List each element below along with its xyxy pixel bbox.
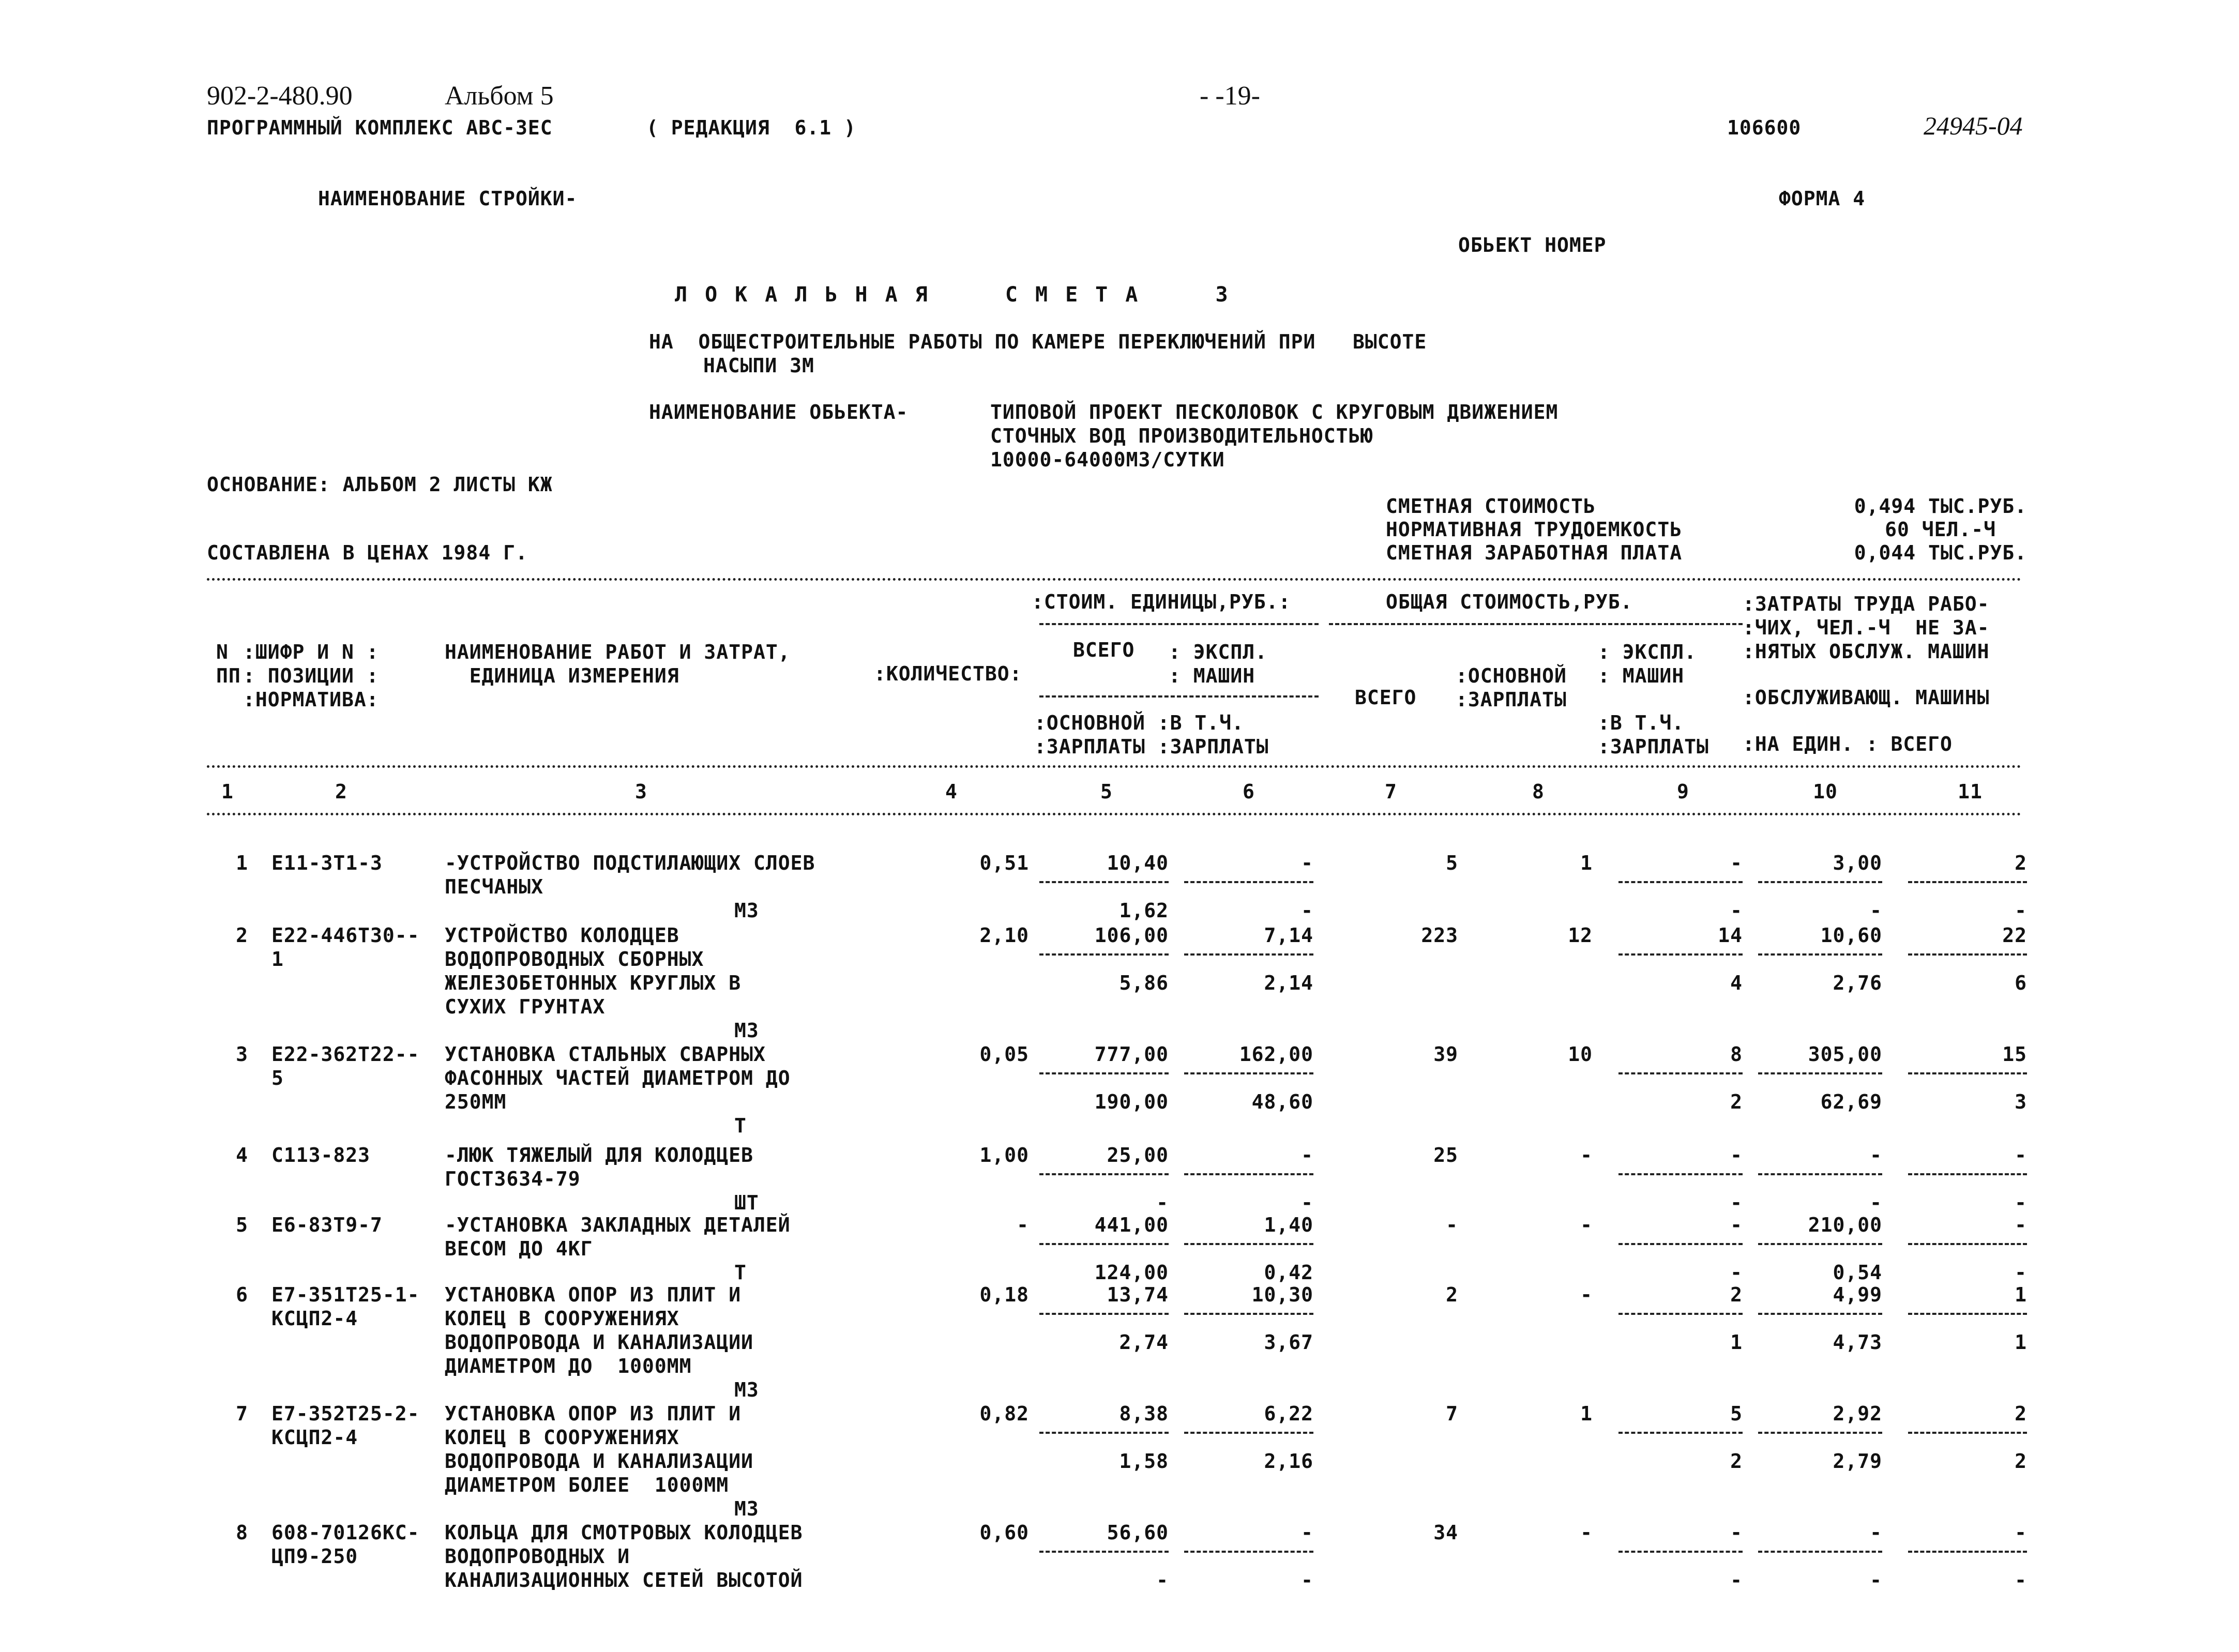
row-unit: Т xyxy=(734,1114,747,1137)
row-labor-unit: 2,92 xyxy=(1833,1402,1882,1425)
labor-value: 60 ЧЕЛ.-Ч xyxy=(1885,518,1996,541)
row-labor-total: 22 xyxy=(2002,924,2027,947)
row-number: 5 xyxy=(236,1214,248,1236)
row-labor-service-unit: - xyxy=(1870,899,1882,922)
cell-divider xyxy=(1039,1072,1169,1074)
row-work-name: КОЛЬЦА ДЛЯ СМОТРОВЫХ КОЛОДЦЕВ xyxy=(445,1521,803,1544)
row-total-machines: - xyxy=(1730,1214,1743,1236)
row-quantity: 0,05 xyxy=(979,1043,1029,1066)
row-unit-machine-wages: 0,42 xyxy=(1264,1261,1313,1284)
row-unit: М3 xyxy=(734,1378,759,1401)
row-code: С113-823 xyxy=(271,1144,371,1166)
row-total-wages: - xyxy=(1580,1283,1593,1306)
row-unit-wages: 5,86 xyxy=(1119,972,1169,994)
program-name: ПРОГРАММНЫЙ КОМПЛЕКС АВС-3ЕС xyxy=(207,116,553,139)
header-unit-cost: :СТОИМ. ЕДИНИЦЫ,РУБ.: xyxy=(1032,590,1291,613)
row-labor-service-unit: - xyxy=(1870,1191,1882,1214)
row-labor-unit: 3,00 xyxy=(1833,852,1882,874)
cell-divider xyxy=(1618,953,1743,956)
row-unit-machine-wages: - xyxy=(1301,1191,1313,1214)
header-bottom-rule xyxy=(207,765,2022,768)
row-unit-wages: 124,00 xyxy=(1094,1261,1169,1284)
row-total: 34 xyxy=(1433,1521,1458,1544)
header-unit-machines: : ЭКСПЛ. : МАШИН xyxy=(1169,641,1268,687)
header-total-cost: ОБЩАЯ СТОИМОСТЬ,РУБ. xyxy=(1386,590,1633,613)
row-labor-service-unit: 62,69 xyxy=(1820,1090,1882,1113)
row-work-name: 250ММ xyxy=(445,1090,507,1113)
cell-divider xyxy=(1908,1072,2027,1074)
row-unit-total: 441,00 xyxy=(1094,1214,1169,1236)
cell-divider xyxy=(1908,1432,2027,1434)
row-labor-service-total: - xyxy=(2015,899,2027,922)
row-number: 7 xyxy=(236,1402,248,1425)
row-unit: Т xyxy=(734,1261,747,1284)
row-work-name: ПЕСЧАНЫХ xyxy=(445,875,544,898)
row-unit-total: 25,00 xyxy=(1107,1144,1169,1166)
row-unit-wages: 1,58 xyxy=(1119,1450,1169,1473)
column-number: 5 xyxy=(1100,780,1113,803)
row-number: 8 xyxy=(236,1521,248,1544)
row-work-name: ДИАМЕТРОМ ДО 1000ММ xyxy=(445,1355,692,1377)
row-labor-unit: 4,99 xyxy=(1833,1283,1882,1306)
row-unit-machines: 6,22 xyxy=(1264,1402,1313,1425)
row-total: 2 xyxy=(1446,1283,1458,1306)
row-labor-service-total: 6 xyxy=(2015,972,2027,994)
row-total-machines: 8 xyxy=(1730,1043,1743,1066)
form-number: ФОРМА 4 xyxy=(1779,187,1866,210)
row-work-name: ГОСТ3634-79 xyxy=(445,1168,581,1190)
object-label: НАИМЕНОВАНИЕ ОБЬЕКТА- xyxy=(649,401,909,423)
row-total-machine-wages: - xyxy=(1730,1191,1743,1214)
row-total: 223 xyxy=(1421,924,1458,947)
cell-divider xyxy=(1039,881,1169,883)
row-total: 25 xyxy=(1433,1144,1458,1166)
row-labor-service-total: - xyxy=(2015,1569,2027,1592)
column-numbers-rule xyxy=(207,813,2022,815)
row-work-name: ВОДОПРОВОДА И КАНАЛИЗАЦИИ xyxy=(445,1450,753,1473)
row-unit: ШТ xyxy=(734,1191,759,1214)
wage-label: СМЕТНАЯ ЗАРАБОТНАЯ ПЛАТА xyxy=(1386,541,1683,564)
cell-divider xyxy=(1184,953,1313,956)
row-number: 2 xyxy=(236,924,248,947)
row-labor-service-total: - xyxy=(2015,1191,2027,1214)
column-number: 2 xyxy=(335,780,347,803)
row-work-name: -УСТАНОВКА ЗАКЛАДНЫХ ДЕТАЛЕЙ xyxy=(445,1214,791,1236)
row-unit-machine-wages: 2,16 xyxy=(1264,1450,1313,1473)
header-n: N ПП xyxy=(216,641,241,687)
row-unit-wages: 190,00 xyxy=(1094,1090,1169,1113)
row-labor-total: 15 xyxy=(2002,1043,2027,1066)
basis: ОСНОВАНИЕ: АЛЬБОМ 2 ЛИСТЫ КЖ xyxy=(207,473,553,496)
row-total-wages: - xyxy=(1580,1214,1593,1236)
cost-value: 0,494 ТЫС.РУБ. xyxy=(1854,495,2027,518)
row-code: Е6-83Т9-7 xyxy=(271,1214,383,1236)
row-labor-unit: 10,60 xyxy=(1820,924,1882,947)
row-work-name: ВОДОПРОВОДНЫХ СБОРНЫХ xyxy=(445,948,704,971)
row-labor-total: - xyxy=(2015,1144,2027,1166)
cell-divider xyxy=(1184,881,1313,883)
row-unit-wages: - xyxy=(1156,1191,1169,1214)
row-code-extra: ЦП9-250 xyxy=(271,1545,358,1568)
labor-label: НОРМАТИВНАЯ ТРУДОЕМКОСТЬ xyxy=(1386,518,1683,541)
cell-divider xyxy=(1184,1432,1313,1434)
object-name-line1: ТИПОВОЙ ПРОЕКТ ПЕСКОЛОВОК С КРУГОВЫМ ДВИЖЕНИЕМ xyxy=(990,401,1559,423)
cell-divider xyxy=(1758,1313,1882,1315)
work-description-line1: НА ОБЩЕСТРОИТЕЛЬНЫЕ РАБОТЫ ПО КАМЕРЕ ПЕРЕКЛЮЧЕНИЙ ПРИ ВЫСОТЕ xyxy=(649,330,1427,353)
row-unit-total: 106,00 xyxy=(1094,924,1169,947)
row-unit-total: 10,40 xyxy=(1107,852,1169,874)
row-code-extra: 5 xyxy=(271,1067,284,1089)
row-labor-total: 1 xyxy=(2015,1283,2027,1306)
row-number: 3 xyxy=(236,1043,248,1066)
row-labor-unit: 305,00 xyxy=(1808,1043,1882,1066)
row-total-wages: 1 xyxy=(1580,1402,1593,1425)
row-labor-total: 2 xyxy=(2015,852,2027,874)
row-code: Е7-351Т25-1- xyxy=(271,1283,420,1306)
row-unit-machines: 1,40 xyxy=(1264,1214,1313,1236)
row-total-machines: 14 xyxy=(1718,924,1743,947)
cell-divider xyxy=(1758,1551,1882,1553)
row-code-extra: КСЦП2-4 xyxy=(271,1307,358,1330)
cell-divider xyxy=(1184,1173,1313,1175)
cell-divider xyxy=(1618,881,1743,883)
row-total-wages: 12 xyxy=(1568,924,1593,947)
cell-divider xyxy=(1618,1243,1743,1245)
column-number: 1 xyxy=(221,780,234,803)
row-work-name: ЖЕЛЕЗОБЕТОННЫХ КРУГЛЫХ В xyxy=(445,972,742,994)
row-quantity: 0,82 xyxy=(979,1402,1029,1425)
header-unit-wages: :ОСНОВНОЙ :В Т.Ч. :ЗАРПЛАТЫ :ЗАРПЛАТЫ xyxy=(1034,711,1269,758)
row-total: 39 xyxy=(1433,1043,1458,1066)
row-work-name: ФАСОННЫХ ЧАСТЕЙ ДИАМЕТРОМ ДО xyxy=(445,1067,791,1089)
row-total-machine-wages: - xyxy=(1730,899,1743,922)
row-code-extra: 1 xyxy=(271,948,284,971)
row-unit-machines: 162,00 xyxy=(1239,1043,1313,1066)
row-code: Е22-446Т30-- xyxy=(271,924,420,947)
header-rule xyxy=(1329,623,1743,625)
row-total-machine-wages: 2 xyxy=(1730,1090,1743,1113)
row-unit-machines: - xyxy=(1301,1144,1313,1166)
row-total-machines: 5 xyxy=(1730,1402,1743,1425)
row-labor-service-total: 2 xyxy=(2015,1450,2027,1473)
row-quantity: 2,10 xyxy=(979,924,1029,947)
wage-value: 0,044 ТЫС.РУБ. xyxy=(1854,541,2027,564)
row-unit-wages: - xyxy=(1156,1569,1169,1592)
row-total-machine-wages: - xyxy=(1730,1569,1743,1592)
row-work-name: КОЛЕЦ В СООРУЖЕНИЯХ xyxy=(445,1426,679,1449)
row-work-name: УСТРОЙСТВО КОЛОДЦЕВ xyxy=(445,924,679,947)
cell-divider xyxy=(1758,881,1882,883)
column-number: 3 xyxy=(635,780,647,803)
work-description-line2: НАСЫПИ 3М xyxy=(703,354,814,377)
row-labor-unit: 210,00 xyxy=(1808,1214,1882,1236)
row-unit-machine-wages: 2,14 xyxy=(1264,972,1313,994)
row-labor-service-total: - xyxy=(2015,1261,2027,1284)
row-total: - xyxy=(1446,1214,1458,1236)
row-code: Е7-352Т25-2- xyxy=(271,1402,420,1425)
row-labor-total: 2 xyxy=(2015,1402,2027,1425)
row-labor-total: - xyxy=(2015,1521,2027,1544)
row-number: 1 xyxy=(236,852,248,874)
row-quantity: - xyxy=(1017,1214,1029,1236)
document-title: ЛОКАЛЬНАЯ СМЕТА 3 xyxy=(675,283,1246,307)
cell-divider xyxy=(1039,1432,1169,1434)
row-total-wages: - xyxy=(1580,1521,1593,1544)
row-code: Е22-362Т22-- xyxy=(271,1043,420,1066)
column-number: 8 xyxy=(1532,780,1545,803)
row-unit-machine-wages: - xyxy=(1301,1569,1313,1592)
column-number: 9 xyxy=(1677,780,1689,803)
cell-divider xyxy=(1758,1173,1882,1175)
header-labor-service: :ОБСЛУЖИВАЮЩ. МАШИНЫ xyxy=(1743,686,1990,709)
row-unit-machines: 10,30 xyxy=(1251,1283,1313,1306)
row-code: 608-70126КС- xyxy=(271,1521,420,1544)
row-work-name: -ЛЮК ТЯЖЕЛЫЙ ДЛЯ КОЛОДЦЕВ xyxy=(445,1144,753,1166)
cell-divider xyxy=(1758,1243,1882,1245)
row-labor-service-unit: 2,76 xyxy=(1833,972,1882,994)
header-unit-total: ВСЕГО xyxy=(1073,639,1135,661)
row-total-machines: - xyxy=(1730,852,1743,874)
row-total: 5 xyxy=(1446,852,1458,874)
column-number: 6 xyxy=(1243,780,1255,803)
header-rule xyxy=(1039,695,1319,698)
code-106600: 106600 xyxy=(1727,116,1802,139)
row-total-machine-wages: 4 xyxy=(1730,972,1743,994)
column-number: 11 xyxy=(1958,780,1983,803)
row-work-name: КАНАЛИЗАЦИОННЫХ СЕТЕЙ ВЫСОТОЙ xyxy=(445,1569,803,1592)
cell-divider xyxy=(1908,1173,2027,1175)
row-unit-wages: 2,74 xyxy=(1119,1331,1169,1354)
row-number: 4 xyxy=(236,1144,248,1166)
cell-divider xyxy=(1908,1551,2027,1553)
cell-divider xyxy=(1758,953,1882,956)
row-unit-total: 56,60 xyxy=(1107,1521,1169,1544)
row-quantity: 0,51 xyxy=(979,852,1029,874)
row-work-name: ДИАМЕТРОМ БОЛЕЕ 1000ММ xyxy=(445,1474,729,1496)
object-number: ОБЬЕКТ НОМЕР xyxy=(1458,234,1607,256)
row-total-machine-wages: 2 xyxy=(1730,1450,1743,1473)
row-total-machines: 2 xyxy=(1730,1283,1743,1306)
column-number: 4 xyxy=(945,780,958,803)
header-code: :ШИФР И N : : ПОЗИЦИИ : :НОРМАТИВА: xyxy=(243,641,379,711)
row-work-name: УСТАНОВКА СТАЛЬНЫХ СВАРНЫХ xyxy=(445,1043,766,1066)
cell-divider xyxy=(1908,1243,2027,1245)
row-unit-machines: 7,14 xyxy=(1264,924,1313,947)
cell-divider xyxy=(1184,1313,1313,1315)
cell-divider xyxy=(1618,1313,1743,1315)
header-name: НАИМЕНОВАНИЕ РАБОТ И ЗАТРАТ, ЕДИНИЦА ИЗМЕРЕНИЯ xyxy=(445,641,791,687)
page-number: - -19- xyxy=(1200,81,1260,111)
row-work-name: ВЕСОМ ДО 4КГ xyxy=(445,1237,593,1260)
column-number: 10 xyxy=(1813,780,1838,803)
header-quantity: :КОЛИЧЕСТВО: xyxy=(874,662,1022,685)
cell-divider xyxy=(1039,1551,1169,1553)
row-unit: М3 xyxy=(734,899,759,922)
row-work-name: УСТАНОВКА ОПОР ИЗ ПЛИТ И xyxy=(445,1402,742,1425)
album-number: Альбом 5 xyxy=(445,81,554,111)
row-code: Е11-3Т1-3 xyxy=(271,852,383,874)
row-unit-machine-wages: 48,60 xyxy=(1251,1090,1313,1113)
construction-label: НАИМЕНОВАНИЕ СТРОЙКИ- xyxy=(318,187,578,210)
row-labor-unit: - xyxy=(1870,1144,1882,1166)
header-labor: :ЗАТРАТЫ ТРУДА РАБО- :ЧИХ, ЧЕЛ.-Ч НЕ ЗА- :НЯТЫХ ОБСЛУЖ. МАШИН xyxy=(1743,593,1990,663)
row-labor-service-total: 3 xyxy=(2015,1090,2027,1113)
row-code-extra: КСЦП2-4 xyxy=(271,1426,358,1449)
header-total-machines: : ЭКСПЛ. : МАШИН xyxy=(1598,641,1697,687)
row-total-wages: 10 xyxy=(1568,1043,1593,1066)
row-work-name: ВОДОПРОВОДА И КАНАЛИЗАЦИИ xyxy=(445,1331,753,1354)
row-labor-total: - xyxy=(2015,1214,2027,1236)
header-rule xyxy=(1039,623,1319,625)
cell-divider xyxy=(1908,953,2027,956)
row-labor-service-unit: - xyxy=(1870,1569,1882,1592)
cell-divider xyxy=(1618,1173,1743,1175)
row-work-name: СУХИХ ГРУНТАХ xyxy=(445,995,606,1018)
cell-divider xyxy=(1908,881,2027,883)
row-work-name: ВОДОПРОВОДНЫХ И xyxy=(445,1545,630,1568)
object-name-line3: 10000-64000М3/СУТКИ xyxy=(990,448,1225,471)
row-unit-total: 777,00 xyxy=(1094,1043,1169,1066)
header-total-wages: :ОСНОВНОЙ :ЗАРПЛАТЫ xyxy=(1456,664,1567,711)
header-labor-unit: :НА ЕДИН. : ВСЕГО xyxy=(1743,733,1953,755)
row-total-machine-wages: - xyxy=(1730,1261,1743,1284)
row-unit-machine-wages: 3,67 xyxy=(1264,1331,1313,1354)
column-number: 7 xyxy=(1385,780,1397,803)
row-total: 7 xyxy=(1446,1402,1458,1425)
price-basis: СОСТАВЛЕНА В ЦЕНАХ 1984 Г. xyxy=(207,541,528,564)
cell-divider xyxy=(1039,953,1169,956)
cell-divider xyxy=(1618,1072,1743,1074)
row-work-name: -УСТРОЙСТВО ПОДСТИЛАЮЩИХ СЛОЕВ xyxy=(445,852,815,874)
row-total-wages: 1 xyxy=(1580,852,1593,874)
row-unit-machines: - xyxy=(1301,1521,1313,1544)
row-labor-service-unit: 2,79 xyxy=(1833,1450,1882,1473)
row-unit-wages: 1,62 xyxy=(1119,899,1169,922)
cell-divider xyxy=(1758,1432,1882,1434)
row-unit: М3 xyxy=(734,1019,759,1042)
row-total-machine-wages: 1 xyxy=(1730,1331,1743,1354)
row-total-machines: - xyxy=(1730,1144,1743,1166)
row-total-wages: - xyxy=(1580,1144,1593,1166)
row-labor-service-unit: 0,54 xyxy=(1833,1261,1882,1284)
cell-divider xyxy=(1618,1551,1743,1553)
row-number: 6 xyxy=(236,1283,248,1306)
cell-divider xyxy=(1039,1313,1169,1315)
cell-divider xyxy=(1184,1072,1313,1074)
header-total-machine-wages: :В Т.Ч. :ЗАРПЛАТЫ xyxy=(1598,711,1709,758)
edition: ( РЕДАКЦИЯ 6.1 ) xyxy=(646,116,856,139)
row-total-machines: - xyxy=(1730,1521,1743,1544)
row-unit-machines: - xyxy=(1301,852,1313,874)
cell-divider xyxy=(1758,1072,1882,1074)
row-labor-unit: - xyxy=(1870,1521,1882,1544)
row-quantity: 0,18 xyxy=(979,1283,1029,1306)
row-labor-service-unit: 4,73 xyxy=(1833,1331,1882,1354)
row-unit: М3 xyxy=(734,1497,759,1520)
cell-divider xyxy=(1039,1243,1169,1245)
cell-divider xyxy=(1908,1313,2027,1315)
handwritten-code: 24945-04 xyxy=(1924,111,2023,140)
row-work-name: УСТАНОВКА ОПОР ИЗ ПЛИТ И xyxy=(445,1283,742,1306)
cost-label: СМЕТНАЯ СТОИМОСТЬ xyxy=(1386,495,1596,518)
row-work-name: КОЛЕЦ В СООРУЖЕНИЯХ xyxy=(445,1307,679,1330)
object-name-line2: СТОЧНЫХ ВОД ПРОИЗВОДИТЕЛЬНОСТЬЮ xyxy=(990,425,1373,447)
row-labor-service-total: 1 xyxy=(2015,1331,2027,1354)
document-code: 902-2-480.90 xyxy=(207,81,353,111)
cell-divider xyxy=(1618,1432,1743,1434)
row-unit-total: 8,38 xyxy=(1119,1402,1169,1425)
row-unit-machine-wages: - xyxy=(1301,899,1313,922)
cell-divider xyxy=(1184,1243,1313,1245)
row-quantity: 0,60 xyxy=(979,1521,1029,1544)
table-top-rule xyxy=(207,578,2022,581)
cell-divider xyxy=(1184,1551,1313,1553)
cell-divider xyxy=(1039,1173,1169,1175)
header-total-all: ВСЕГО xyxy=(1355,686,1417,709)
row-quantity: 1,00 xyxy=(979,1144,1029,1166)
row-unit-total: 13,74 xyxy=(1107,1283,1169,1306)
